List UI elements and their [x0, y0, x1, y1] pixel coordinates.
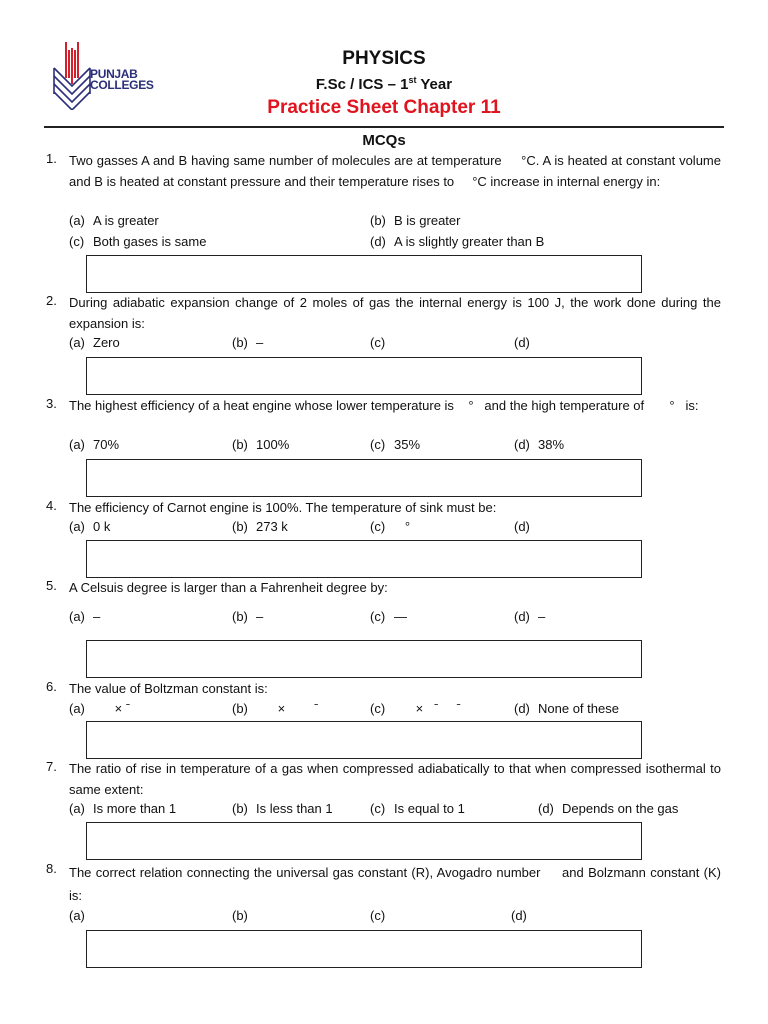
question-text: A Celsuis degree is larger than a Fahrenheit degree by:: [69, 580, 388, 595]
answer-box-6[interactable]: [86, 721, 642, 759]
option-c: (c): [370, 335, 386, 350]
option-d: (d): [514, 519, 530, 534]
answer-box-4[interactable]: [86, 540, 642, 578]
answer-box-1[interactable]: [86, 255, 642, 293]
question-number: 6.: [46, 679, 57, 694]
option-a: (a) Zero: [69, 335, 120, 350]
page-subtitle: F.Sc / ICS – 1st Year: [315, 75, 453, 93]
option-c: (c) × ˉ ˉ: [370, 701, 461, 716]
question-text: Two gasses A and B having same number of molecules are at temperature °C. A is heated at constant volume and B is heated at constant pressure and their temperature rises to °C increase in internal energy in:: [69, 153, 721, 189]
question-text: The value of Boltzman constant is:: [69, 681, 268, 696]
option-d: (d) Depends on the gas: [538, 801, 679, 816]
option-d: (d) A is slightly greater than B: [370, 234, 545, 249]
question-number: 4.: [46, 498, 57, 513]
option-b: (b) –: [232, 609, 264, 624]
option-c: (c) 35%: [370, 437, 421, 452]
section-heading: MCQs: [362, 132, 406, 149]
answer-box-8[interactable]: [86, 930, 642, 968]
chapter-heading: Practice Sheet Chapter 11: [267, 97, 501, 118]
option-d: (d) –: [514, 609, 546, 624]
logo-line-1: PUNJAB: [90, 67, 138, 81]
question-text: The ratio of rise in temperature of a gas when compressed adiabatically to that when compressed isothermal to same extent:: [69, 761, 721, 797]
option-c: (c) Is equal to 1: [370, 801, 465, 816]
option-a: (a) Is more than 1: [69, 801, 177, 816]
header-divider: [44, 126, 724, 128]
logo-line-2: COLLEGES: [90, 78, 154, 92]
option-a: (a) × ˉ: [69, 701, 131, 716]
question-number: 7.: [46, 759, 57, 774]
option-b: (b) 100%: [232, 437, 290, 452]
option-b: (b) × ˉ: [232, 701, 319, 716]
question-text: The correct relation connecting the universal gas constant (R), Avogadro number and Bolzmann constant (K) is:: [69, 865, 721, 903]
option-b: (b): [232, 908, 248, 923]
option-c: (c) °: [370, 519, 411, 534]
option-d: (d) 38%: [514, 437, 565, 452]
question-text: The efficiency of Carnot engine is 100%. The temperature of sink must be:: [69, 500, 497, 515]
question-text: The highest efficiency of a heat engine whose lower temperature is ° and the high temperature of ° is:: [69, 398, 699, 413]
answer-box-5[interactable]: [86, 640, 642, 678]
option-d: (d): [514, 335, 530, 350]
question-number: 2.: [46, 293, 57, 308]
answer-box-7[interactable]: [86, 822, 642, 860]
option-b: (b) Is less than 1: [232, 801, 333, 816]
option-b: (b) B is greater: [370, 213, 461, 228]
option-b: (b) 273 k: [232, 519, 288, 534]
question-number: 8.: [46, 861, 57, 876]
option-a: (a): [69, 908, 85, 923]
question-text: During adiabatic expansion change of 2 moles of gas the internal energy is 100 J, the work done during the expansion is:: [69, 295, 721, 331]
question-number: 3.: [46, 396, 57, 411]
option-a: (a) –: [69, 609, 101, 624]
answer-box-2[interactable]: [86, 357, 642, 395]
option-a: (a) 0 k: [69, 519, 111, 534]
answer-box-3[interactable]: [86, 459, 642, 497]
question-number: 5.: [46, 578, 57, 593]
page-title: PHYSICS: [342, 48, 426, 69]
option-c: (c) Both gases is same: [69, 234, 207, 249]
option-d: (d) None of these: [514, 701, 619, 716]
option-c: (c) —: [370, 609, 407, 624]
option-a: (a) 70%: [69, 437, 120, 452]
option-a: (a) A is greater: [69, 213, 159, 228]
option-c: (c): [370, 908, 386, 923]
option-b: (b) –: [232, 335, 264, 350]
option-d: (d): [511, 908, 527, 923]
question-number: 1.: [46, 151, 57, 166]
